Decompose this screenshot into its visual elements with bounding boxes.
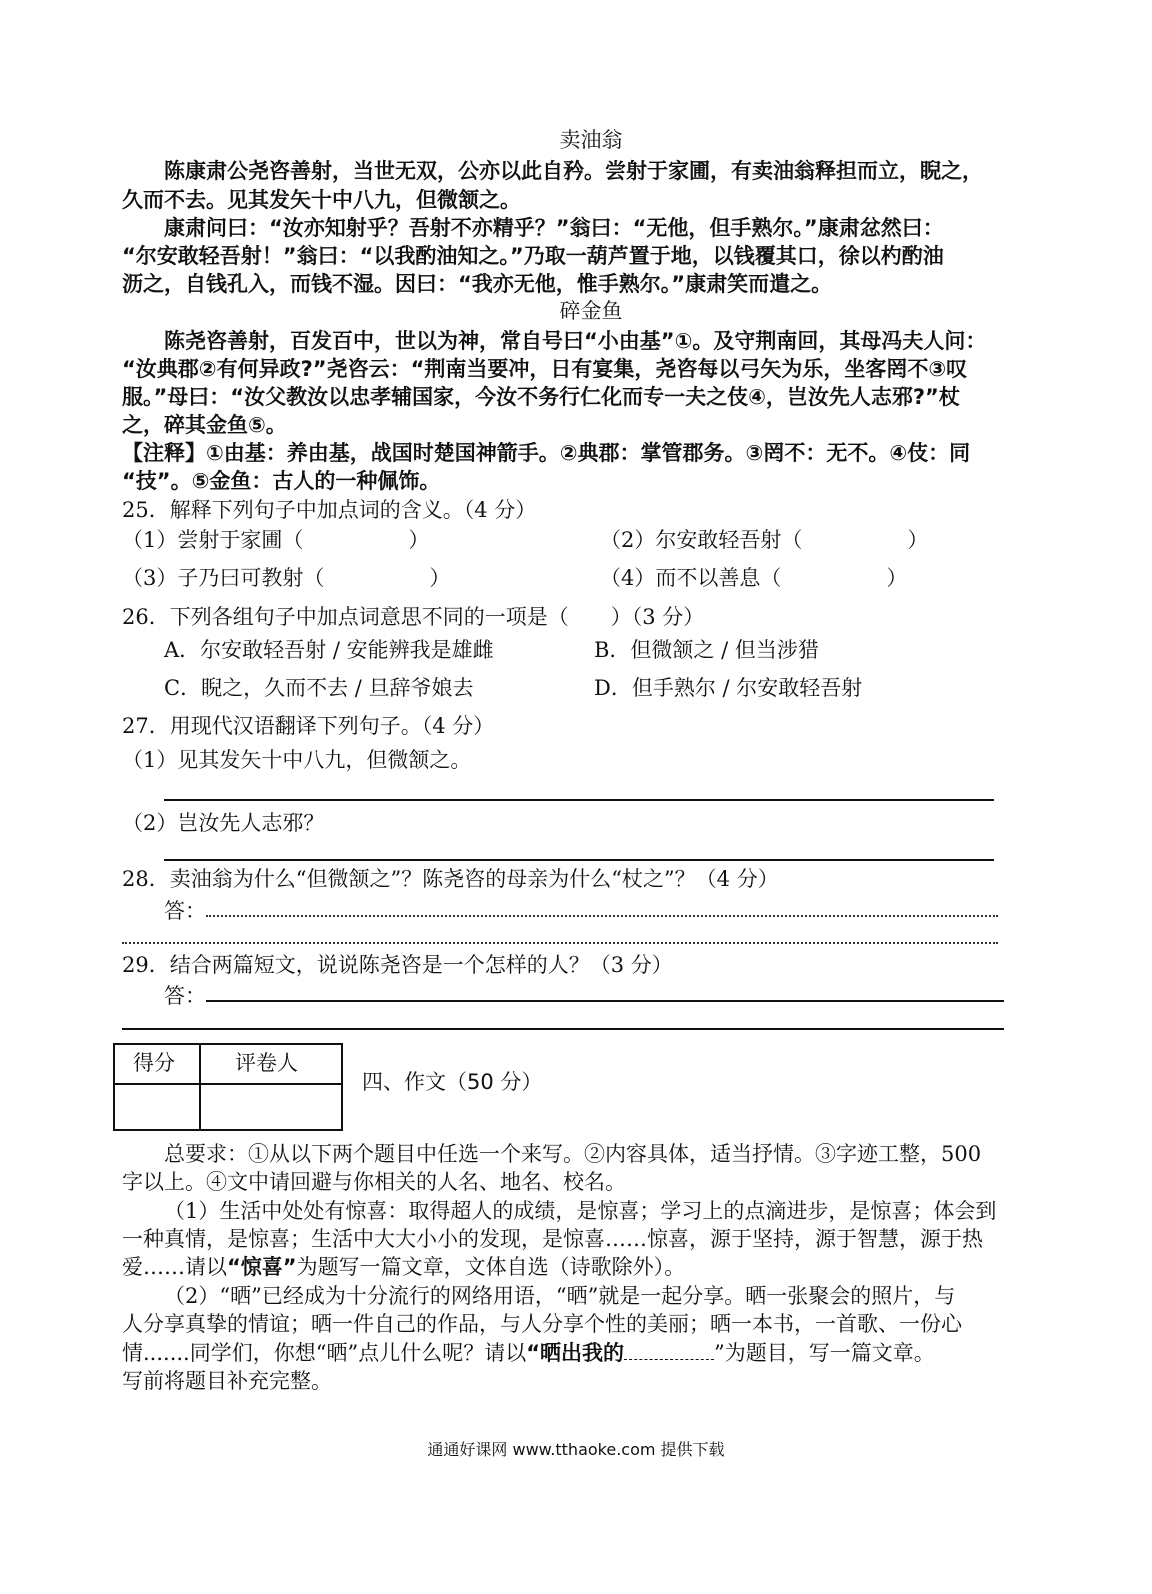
- q26-option-a: A．尔安敢轻吾射 / 安能辨我是雄雌: [164, 638, 494, 662]
- score-table-col-score: 得分: [133, 1051, 175, 1075]
- q26-option-c: C．睨之，久而不去 / 旦辞爷娘去: [164, 676, 474, 700]
- essay-requirement-2: 字以上。④文中请回避与你相关的人名、地名、校名。: [122, 1170, 626, 1194]
- essay-topic1-line-1: （1）生活中处处有惊喜：取得超人的成绩，是惊喜；学习上的点滴进步，是惊喜；体会到: [164, 1199, 997, 1223]
- passage1-line-2: 久而不去。见其发矢十中八九，但微颔之。: [122, 188, 521, 212]
- passage2-note-2: “技”。⑤金鱼：古人的一种佩饰。: [122, 469, 441, 493]
- q26-option-d: D．但手熟尔 / 尔安敢轻吾射: [594, 676, 863, 700]
- q25-item-4: （4）而不以善息（ ）: [600, 566, 908, 590]
- q29-answer-line-2[interactable]: [122, 1028, 1004, 1030]
- essay-topic1-line-2: 一种真情，是惊喜；生活中大大小小的发现，是惊喜……惊喜，源于坚持，源于智慧，源于热: [122, 1227, 983, 1251]
- score-table-divider-horizontal: [115, 1083, 341, 1085]
- essay-topic1-before: 爱……请以: [122, 1255, 227, 1279]
- q26-option-b: B．但微颔之 / 但当涉猎: [594, 638, 819, 662]
- essay-topic1-line-3: [122, 1252, 685, 1282]
- q27-answer-line-1[interactable]: [164, 799, 994, 801]
- footer-source: 通通好课网 www.tthaoke.com 提供下载: [427, 1440, 725, 1459]
- passage2-note-1: 【注释】①由基：养由基，战国时楚国神箭手。②典郡：掌管郡务。③罔不：无不。④伎：同: [122, 441, 971, 465]
- q28-answer-line-2[interactable]: [122, 942, 998, 944]
- passage2-line-4: 之，碎其金鱼⑤。: [122, 413, 287, 437]
- q29-answer-line-1[interactable]: [206, 1000, 1004, 1002]
- q29-stem: 29．结合两篇短文，说说陈尧咨是一个怎样的人？（3 分）: [122, 953, 673, 977]
- score-table-divider-vertical: [199, 1045, 201, 1129]
- q28-answer-line-1[interactable]: [206, 915, 998, 917]
- essay-topic2-line-4: 写前将题目补充完整。: [122, 1369, 332, 1393]
- essay-requirement-1: 总要求：①从以下两个题目中任选一个来写。②内容具体，适当抒情。③字迹工整，500: [164, 1142, 982, 1166]
- essay-topic2-title: “晒出我的: [526, 1341, 625, 1365]
- passage1-line-4: “尔安敢轻吾射！”翁曰：“以我酌油知之。”乃取一葫芦置于地，以钱覆其口，徐以杓酌油: [122, 244, 944, 268]
- essay-topic2-after: ”为题目，写一篇文章。: [714, 1341, 935, 1365]
- q27-item-2: （2）岂汝先人志邪？: [122, 811, 325, 835]
- passage1-title: 卖油翁: [559, 128, 623, 152]
- q27-stem: 27．用现代汉语翻译下列句子。（4 分）: [122, 714, 495, 738]
- q26-stem: 26．下列各组句子中加点词意思不同的一项是（ ）（3 分）: [122, 605, 705, 629]
- passage2-line-3: 服。”母曰：“汝父教汝以忠孝辅国家，今汝不务行仁化而专一夫之伎④，岂汝先人志邪?”杖: [122, 385, 960, 409]
- passage2-title: 碎金鱼: [559, 299, 623, 323]
- essay-topic1-title: “惊喜”: [227, 1255, 297, 1279]
- essay-topic2-before: 情.......同学们，你想“晒”点儿什么呢？请以: [122, 1341, 527, 1365]
- q29-answer-label: 答：: [164, 984, 206, 1008]
- essay-topic2-line-1: （2）“晒”已经成为十分流行的网络用语，“晒”就是一起分享。晒一张聚会的照片，与: [164, 1284, 956, 1308]
- q25-item-1: （1）尝射于家圃（ ）: [122, 528, 430, 552]
- q27-answer-line-2[interactable]: [164, 859, 994, 861]
- q25-item-2: （2）尔安敢轻吾射（ ）: [600, 528, 929, 552]
- score-table: [113, 1043, 343, 1131]
- essay-topic2-blank[interactable]: [624, 1339, 714, 1360]
- q27-item-1: （1）见其发矢十中八九，但微颔之。: [122, 748, 472, 772]
- q25-stem: 25．解释下列句子中加点词的含义。（4 分）: [122, 498, 537, 522]
- q25-item-3: （3）子乃曰可教射（ ）: [122, 566, 451, 590]
- q28-answer-label: 答：: [164, 899, 206, 923]
- passage1-line-1: 陈康肃公尧咨善射，当世无双，公亦以此自矜。尝射于家圃，有卖油翁释担而立，睨之，: [164, 159, 983, 183]
- essay-topic2-line-3: [122, 1338, 935, 1368]
- essay-topic2-line-2: 人分享真挚的情谊；晒一件自己的作品，与人分享个性的美丽；晒一本书，一首歌、一份心: [122, 1312, 962, 1336]
- passage1-line-5: 沥之，自钱孔入，而钱不湿。因曰：“我亦无他，惟手熟尔。”康肃笑而遣之。: [122, 272, 833, 296]
- passage2-line-1: 陈尧咨善射，百发百中，世以为神，常自号曰“小由基”①。及守荆南回，其母冯夫人问：: [164, 329, 987, 353]
- passage1-line-3: 康肃问曰：“汝亦知射乎？吾射不亦精乎？”翁曰：“无他，但手熟尔。”康肃忿然曰：: [164, 216, 944, 240]
- section4-title: 四、作文（50 分）: [362, 1070, 543, 1094]
- score-table-col-grader: 评卷人: [235, 1051, 298, 1075]
- passage2-line-2: “汝典郡②有何异政?”尧咨云：“荆南当要冲，日有宴集，尧咨每以弓矢为乐，坐客罔不③叹: [122, 357, 968, 381]
- q28-stem: 28．卖油翁为什么“但微颔之”？陈尧咨的母亲为什么“杖之”？（4 分）: [122, 867, 779, 891]
- essay-topic1-after: 为题写一篇文章，文体自选（诗歌除外）。: [296, 1255, 686, 1279]
